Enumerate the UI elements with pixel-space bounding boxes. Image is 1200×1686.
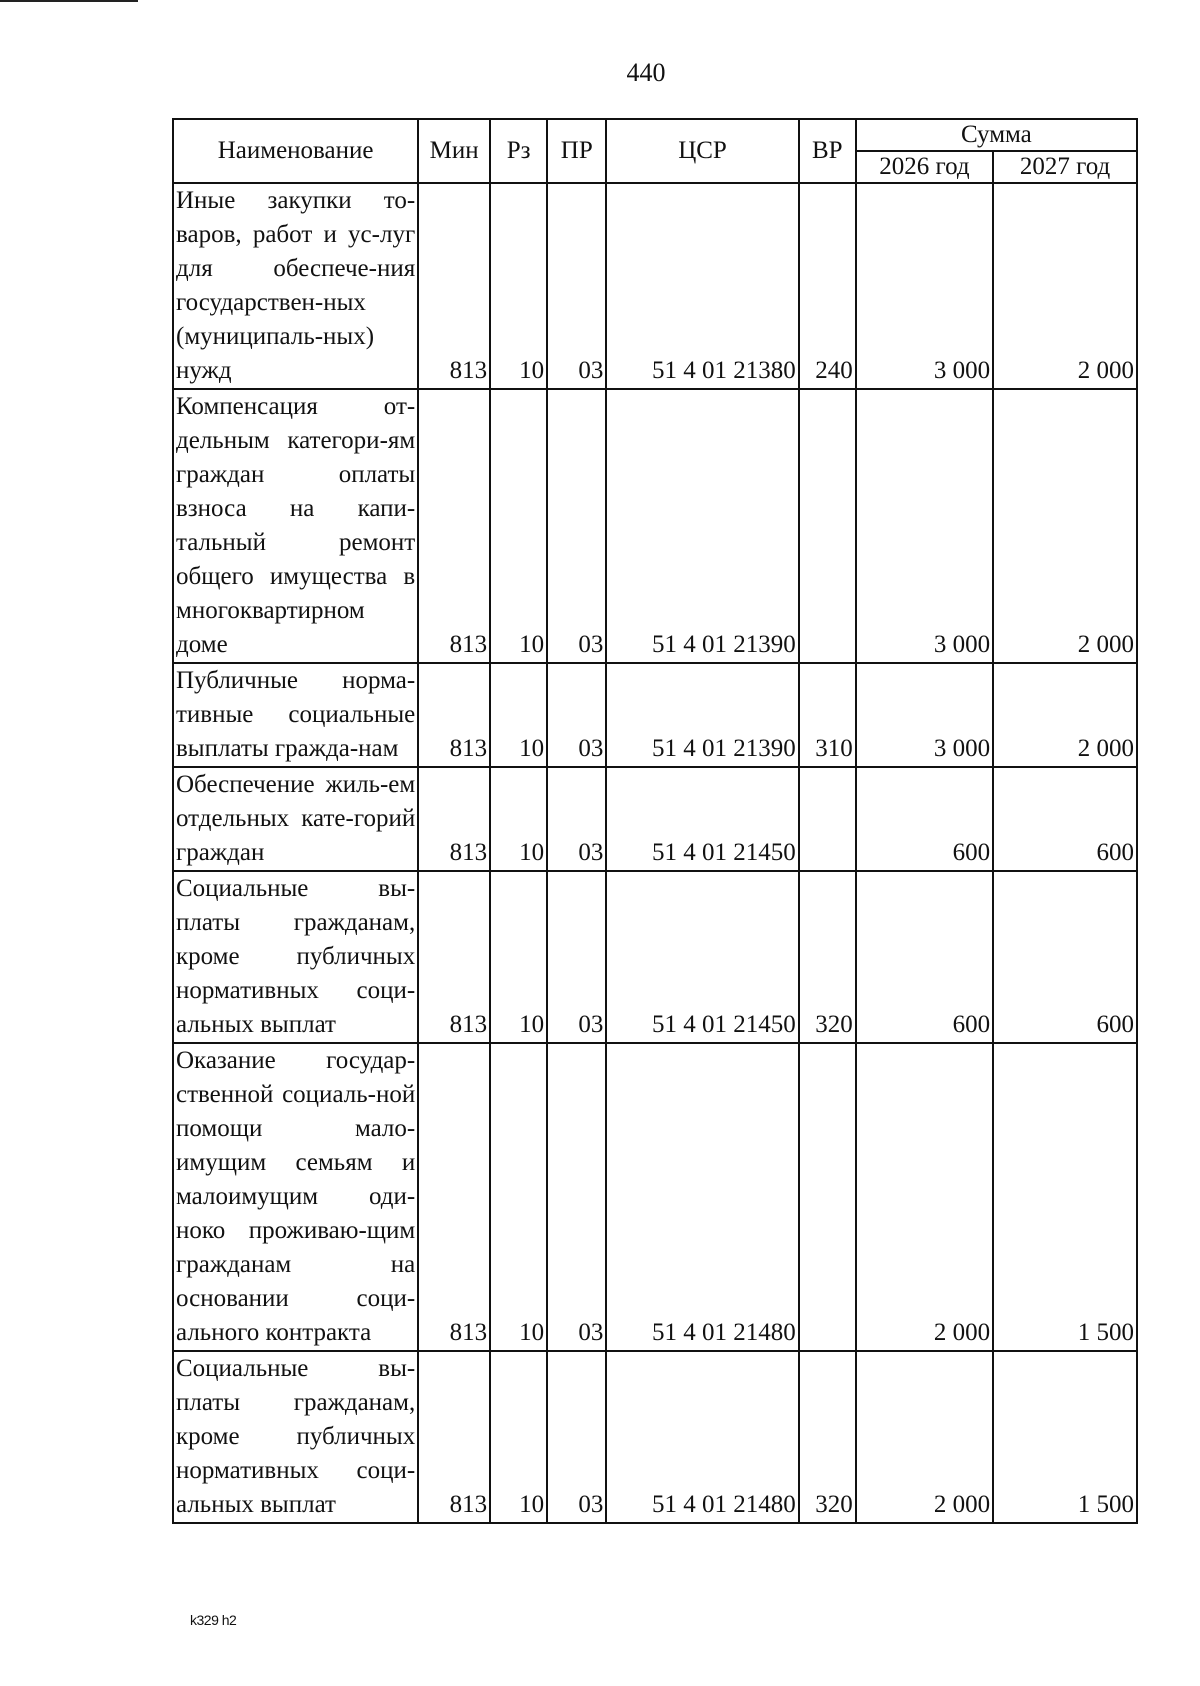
cell-pr: 03 (547, 871, 606, 1043)
header-year-2026: 2026 год (856, 151, 993, 183)
cell-vr: 310 (799, 663, 856, 767)
table-row (173, 389, 1137, 663)
cell-rz: 10 (490, 389, 547, 663)
header-rz: Рз (490, 119, 547, 183)
table-row (173, 871, 1137, 1043)
header-csr: ЦСР (606, 119, 798, 183)
cell-pr: 03 (547, 389, 606, 663)
header-year-2027: 2027 год (993, 151, 1137, 183)
cell-csr: 51 4 01 21380 (606, 183, 798, 389)
cell-min: 813 (418, 767, 490, 871)
cell-vr: 240 (799, 183, 856, 389)
header-min: Мин (418, 119, 490, 183)
cell-pr: 03 (547, 1351, 606, 1523)
cell-rz: 10 (490, 663, 547, 767)
cell-2027: 1 500 (993, 1043, 1137, 1351)
cell-name: Публичные норма-тивные социальные выплаты гражда-нам (173, 663, 418, 767)
cell-2027: 600 (993, 871, 1137, 1043)
cell-min: 813 (418, 389, 490, 663)
cell-2026: 3 000 (856, 183, 993, 389)
cell-vr (799, 1043, 856, 1351)
header-sum: Сумма (856, 119, 1137, 151)
cell-name: Обеспечение жиль-ем отдельных кате-горий граждан (173, 767, 418, 871)
cell-csr: 51 4 01 21480 (606, 1351, 798, 1523)
cell-csr: 51 4 01 21480 (606, 1043, 798, 1351)
cell-name: Социальные вы-платы гражданам, кроме публичных нормативных соци-альных выплат (173, 871, 418, 1043)
cell-2027: 1 500 (993, 1351, 1137, 1523)
cell-name: Компенсация от-дельным категори-ям граждан оплаты взноса на капи-тальный ремонт общего имущества в многоквартирном доме (173, 389, 418, 663)
cell-name: Иные закупки то-варов, работ и ус-луг для обеспече-ния государствен-ных (муниципаль-ных) нужд (173, 183, 418, 389)
cell-min: 813 (418, 183, 490, 389)
cell-2026: 2 000 (856, 1351, 993, 1523)
scan-edge-line (0, 0, 138, 2)
table-row (173, 663, 1137, 767)
cell-rz: 10 (490, 1351, 547, 1523)
cell-vr: 320 (799, 871, 856, 1043)
cell-csr: 51 4 01 21390 (606, 389, 798, 663)
cell-2027: 2 000 (993, 663, 1137, 767)
table-row (173, 1043, 1137, 1351)
cell-min: 813 (418, 871, 490, 1043)
cell-rz: 10 (490, 767, 547, 871)
cell-2026: 3 000 (856, 663, 993, 767)
page-number: 440 (626, 58, 666, 87)
cell-rz: 10 (490, 871, 547, 1043)
cell-min: 813 (418, 663, 490, 767)
cell-rz: 10 (490, 183, 547, 389)
cell-2026: 3 000 (856, 389, 993, 663)
cell-name: Оказание государ-ственной социаль-ной помощи мало-имущим семьям и малоимущим оди-ноко проживаю-щим гражданам на основании соци-ального контракта (173, 1043, 418, 1351)
cell-vr: 320 (799, 1351, 856, 1523)
cell-min: 813 (418, 1043, 490, 1351)
cell-rz: 10 (490, 1043, 547, 1351)
cell-2026: 600 (856, 871, 993, 1043)
table-row (173, 1351, 1137, 1523)
cell-2027: 2 000 (993, 389, 1137, 663)
cell-csr: 51 4 01 21390 (606, 663, 798, 767)
cell-vr (799, 389, 856, 663)
cell-pr: 03 (547, 663, 606, 767)
header-name: Наименование (173, 119, 418, 183)
cell-pr: 03 (547, 183, 606, 389)
cell-pr: 03 (547, 1043, 606, 1351)
table-row (173, 183, 1137, 389)
cell-name: Социальные вы-платы гражданам, кроме публичных нормативных соци-альных выплат (173, 1351, 418, 1523)
cell-csr: 51 4 01 21450 (606, 767, 798, 871)
cell-csr: 51 4 01 21450 (606, 871, 798, 1043)
header-pr: ПР (547, 119, 606, 183)
cell-2026: 2 000 (856, 1043, 993, 1351)
cell-vr (799, 767, 856, 871)
cell-pr: 03 (547, 767, 606, 871)
budget-table (172, 118, 1138, 1524)
cell-min: 813 (418, 1351, 490, 1523)
cell-2027: 2 000 (993, 183, 1137, 389)
cell-2026: 600 (856, 767, 993, 871)
header-vr: ВР (799, 119, 856, 183)
table-body (173, 183, 1137, 1523)
table-row (173, 767, 1137, 871)
header-row-top (173, 119, 1137, 151)
footer-code: k329 h2 (190, 1612, 237, 1628)
cell-2027: 600 (993, 767, 1137, 871)
